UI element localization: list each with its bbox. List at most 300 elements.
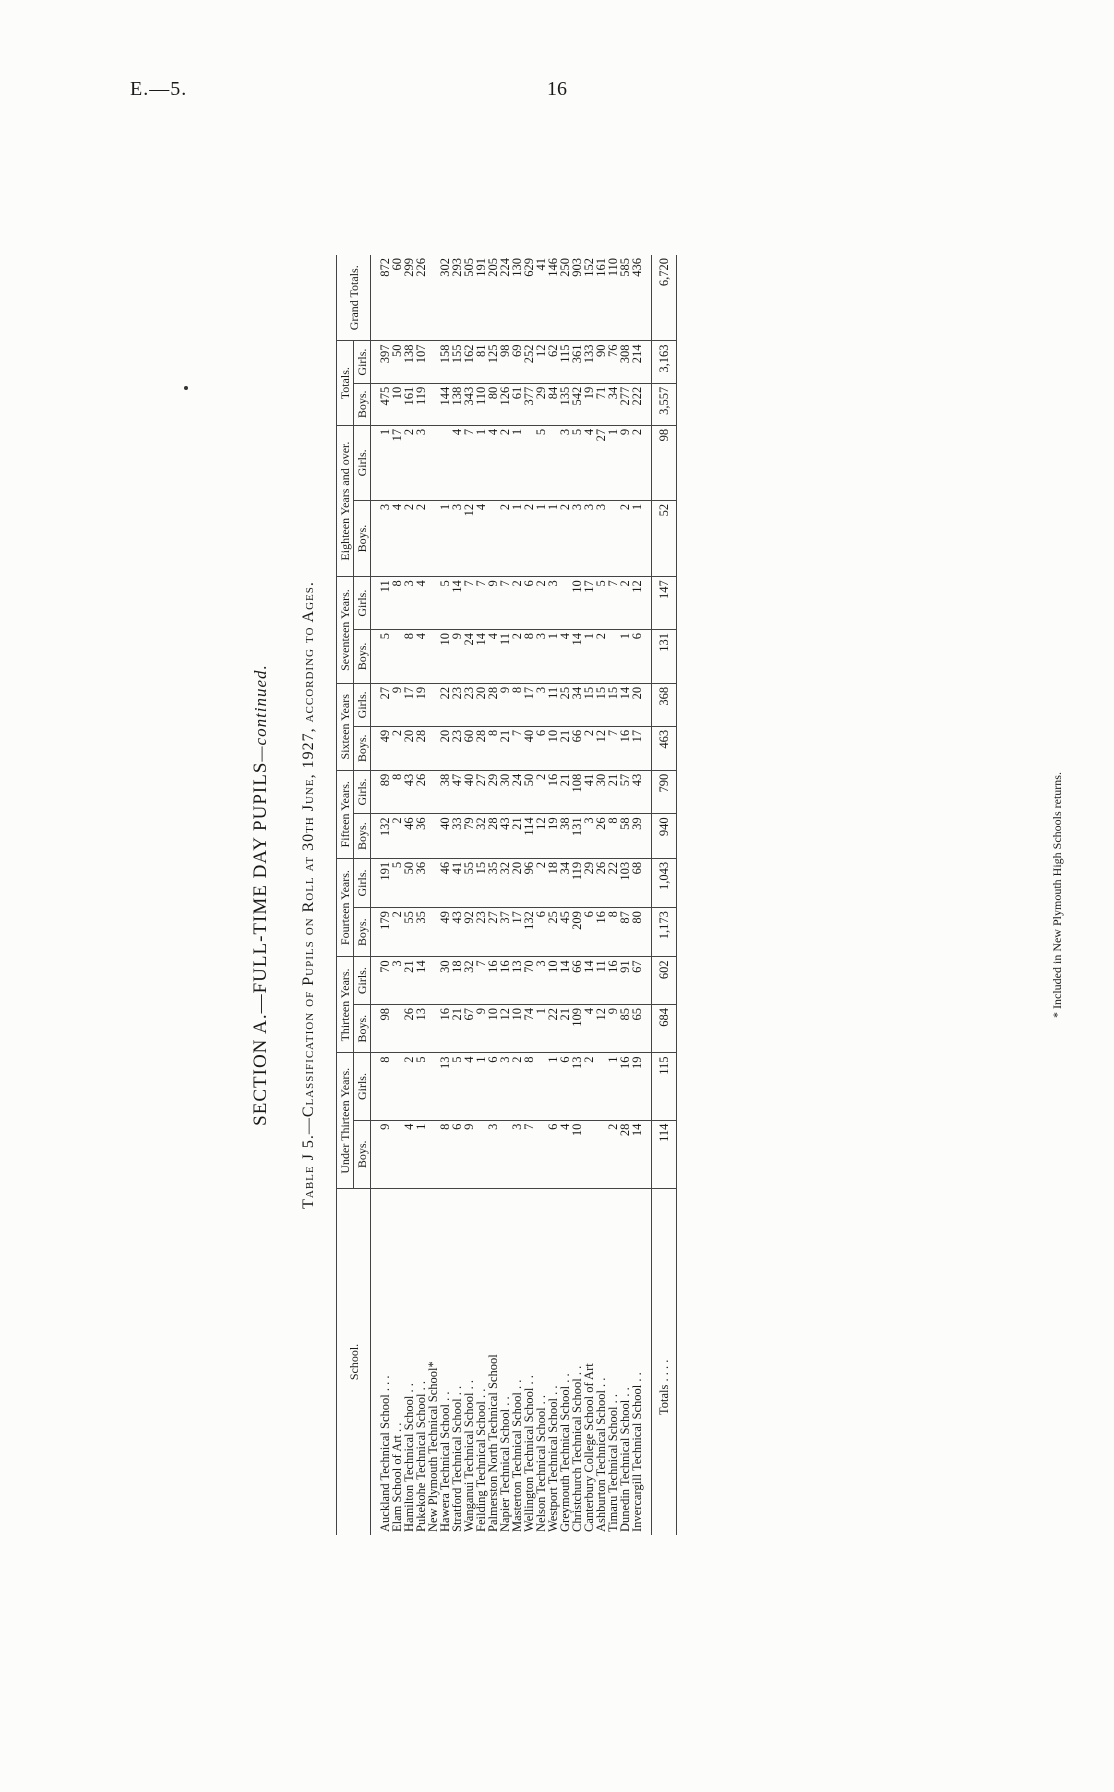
table-cell: 67 bbox=[463, 1004, 475, 1053]
table-row bbox=[499, 255, 511, 1535]
table-cell: 69 bbox=[511, 341, 523, 383]
table-cell: 16 bbox=[607, 957, 619, 1005]
table-cell: 21 bbox=[511, 814, 523, 858]
school-name: Masterton Technical School . . bbox=[510, 1379, 524, 1532]
school-name: Stratford Technical School . . bbox=[450, 1385, 464, 1532]
table-cell: 34 bbox=[607, 383, 619, 425]
grand-totals-header: Grand Totals. bbox=[337, 255, 371, 341]
table-cell: 126 bbox=[499, 383, 511, 425]
table-cell: 9 bbox=[607, 1004, 619, 1053]
table-cell: 3 bbox=[371, 500, 392, 576]
table-cell: 40 bbox=[523, 726, 535, 770]
page-number: 16 bbox=[547, 78, 567, 100]
table-row bbox=[559, 255, 571, 1535]
table-cell: 43 bbox=[403, 770, 415, 814]
school-name: Palmerston North Technical School bbox=[486, 1354, 500, 1532]
girls-header: Girls. bbox=[354, 341, 371, 383]
table-cell: 8 bbox=[523, 1053, 535, 1120]
table-cell: 14 bbox=[475, 630, 487, 684]
table-cell: 3 bbox=[595, 500, 607, 576]
table-cell: 107 bbox=[415, 341, 427, 383]
table-cell: 131 bbox=[571, 814, 583, 858]
table-cell: 4 bbox=[487, 630, 499, 684]
table-cell: 3 bbox=[535, 683, 547, 726]
table-cell: 7 bbox=[511, 726, 523, 770]
boys-header: Boys. bbox=[354, 908, 371, 957]
table-cell: 1 bbox=[547, 500, 559, 576]
table-cell: 3 bbox=[547, 577, 559, 630]
table-cell: 4 bbox=[559, 630, 571, 684]
table-cell: 4 bbox=[583, 425, 595, 500]
table-cell: 4 bbox=[583, 1004, 595, 1053]
table-cell: 19 bbox=[547, 814, 559, 858]
table-cell: 4 bbox=[463, 1053, 475, 1120]
table-cell: 4 bbox=[415, 630, 427, 684]
table-cell: 20 bbox=[475, 683, 487, 726]
table-cell: 85 bbox=[619, 1004, 631, 1053]
table-cell: 16 bbox=[547, 770, 559, 814]
table-cell: 5 bbox=[371, 630, 392, 684]
table-cell: 2 bbox=[607, 1120, 619, 1188]
table-cell: 505 bbox=[463, 255, 475, 341]
table-cell: 132 bbox=[523, 908, 535, 957]
age-classification-table bbox=[336, 255, 677, 1535]
total-cell: 115 bbox=[652, 1053, 677, 1120]
table-cell: 22 bbox=[547, 1004, 559, 1053]
table-cell: 4 bbox=[451, 425, 463, 500]
table-cell: 191 bbox=[475, 255, 487, 341]
table-row bbox=[427, 255, 439, 1535]
table-cell: 1 bbox=[415, 1120, 427, 1188]
table-cell: 6 bbox=[535, 908, 547, 957]
school-name: Pukekohe Technical School . . bbox=[414, 1381, 428, 1532]
table-cell: 35 bbox=[415, 908, 427, 957]
table-cell: 3 bbox=[571, 500, 583, 576]
table-cell: 15 bbox=[595, 683, 607, 726]
table-row bbox=[371, 255, 392, 1535]
table-cell: 162 bbox=[463, 341, 475, 383]
table-cell: 89 bbox=[371, 770, 392, 814]
table-cell: 9 bbox=[475, 1004, 487, 1053]
school-name: Auckland Technical School . . . bbox=[378, 1375, 392, 1532]
table-cell: 9 bbox=[371, 1120, 392, 1188]
table-cell: 8 bbox=[607, 908, 619, 957]
table-cell: 26 bbox=[403, 1004, 415, 1053]
table-cell: 27 bbox=[595, 425, 607, 500]
table-row bbox=[535, 255, 547, 1535]
table-cell: 2 bbox=[583, 726, 595, 770]
girls-header: Girls. bbox=[354, 577, 371, 630]
table-cell: 16 bbox=[439, 1004, 451, 1053]
table-cell: 9 bbox=[619, 425, 631, 500]
table-cell: 26 bbox=[415, 770, 427, 814]
table-cell: 1 bbox=[511, 425, 523, 500]
table-cell: 138 bbox=[403, 341, 415, 383]
table-cell bbox=[391, 1120, 403, 1188]
table-cell: 19 bbox=[415, 683, 427, 726]
table-cell: 6 bbox=[451, 1120, 463, 1188]
table-cell: 16 bbox=[595, 908, 607, 957]
table-cell: 6 bbox=[535, 726, 547, 770]
table-cell: 49 bbox=[371, 726, 392, 770]
table-cell: 7 bbox=[607, 577, 619, 630]
table-cell: 39 bbox=[631, 814, 652, 858]
table-cell bbox=[499, 1120, 511, 1188]
table-cell: 30 bbox=[439, 957, 451, 1005]
group-header: Sixteen Years bbox=[337, 683, 354, 770]
table-cell: 70 bbox=[523, 957, 535, 1005]
table-cell: 41 bbox=[535, 255, 547, 341]
table-cell: 5 bbox=[595, 577, 607, 630]
total-cell: 368 bbox=[652, 683, 677, 726]
group-header: Totals. bbox=[337, 341, 354, 425]
table-cell bbox=[487, 500, 499, 576]
table-cell: 12 bbox=[595, 726, 607, 770]
stray-mark bbox=[184, 386, 188, 390]
table-cell: 23 bbox=[451, 726, 463, 770]
table-cell: 38 bbox=[559, 814, 571, 858]
table-cell: 40 bbox=[439, 814, 451, 858]
table-cell: 397 bbox=[371, 341, 392, 383]
table-cell: 103 bbox=[619, 858, 631, 907]
table-cell: 41 bbox=[583, 770, 595, 814]
table-cell: 12 bbox=[535, 814, 547, 858]
table-cell: 21 bbox=[499, 726, 511, 770]
table-cell bbox=[427, 500, 439, 576]
table-cell: 79 bbox=[463, 814, 475, 858]
table-cell: 12 bbox=[631, 577, 652, 630]
table-cell: 10 bbox=[391, 383, 403, 425]
table-cell: 4 bbox=[415, 577, 427, 630]
boys-header: Boys. bbox=[354, 630, 371, 684]
table-cell: 8 bbox=[523, 630, 535, 684]
group-header: Eighteen Years and over. bbox=[337, 425, 354, 576]
table-cell: 14 bbox=[571, 630, 583, 684]
table-cell: 13 bbox=[415, 1004, 427, 1053]
boys-header: Boys. bbox=[354, 726, 371, 770]
boys-header: Boys. bbox=[354, 1120, 371, 1188]
group-header: Fifteen Years. bbox=[337, 770, 354, 858]
table-cell: 25 bbox=[559, 683, 571, 726]
table-cell: 161 bbox=[595, 255, 607, 341]
table-cell: 50 bbox=[403, 858, 415, 907]
table-cell bbox=[547, 425, 559, 500]
table-cell: 17 bbox=[583, 577, 595, 630]
total-cell: 3,557 bbox=[652, 383, 677, 425]
table-cell: 343 bbox=[463, 383, 475, 425]
table-cell: 130 bbox=[511, 255, 523, 341]
table-cell: 6 bbox=[487, 1053, 499, 1120]
table-cell: 57 bbox=[619, 770, 631, 814]
table-cell: 2 bbox=[631, 425, 652, 500]
school-name: Napier Technical School . . bbox=[498, 1396, 512, 1532]
table-cell: 109 bbox=[571, 1004, 583, 1053]
table-cell: 8 bbox=[371, 1053, 392, 1120]
total-cell: 3,163 bbox=[652, 341, 677, 383]
table-cell: 18 bbox=[451, 957, 463, 1005]
table-cell: 17 bbox=[391, 425, 403, 500]
table-cell: 36 bbox=[415, 858, 427, 907]
table-row bbox=[451, 255, 463, 1535]
table-cell: 10 bbox=[571, 1120, 583, 1188]
table-cell: 4 bbox=[475, 500, 487, 576]
table-cell: 1 bbox=[607, 1053, 619, 1120]
table-cell: 2 bbox=[535, 858, 547, 907]
table-cell: 11 bbox=[595, 957, 607, 1005]
table-cell: 2 bbox=[391, 908, 403, 957]
table-row bbox=[391, 255, 403, 1535]
table-cell: 19 bbox=[583, 383, 595, 425]
table-cell: 224 bbox=[499, 255, 511, 341]
table-cell: 903 bbox=[571, 255, 583, 341]
table-cell: 37 bbox=[499, 908, 511, 957]
boys-header: Boys. bbox=[354, 383, 371, 425]
school-name: Wanganui Technical School . . bbox=[462, 1379, 476, 1532]
table-cell: 16 bbox=[487, 957, 499, 1005]
table-cell bbox=[535, 1053, 547, 1120]
table-cell: 7 bbox=[607, 726, 619, 770]
table-cell: 2 bbox=[583, 1053, 595, 1120]
total-cell: 940 bbox=[652, 814, 677, 858]
school-name: Canterbury College School of Art bbox=[582, 1363, 596, 1532]
table-cell: 4 bbox=[487, 425, 499, 500]
school-name: Invercargill Technical School . . bbox=[631, 1189, 652, 1536]
table-row bbox=[607, 255, 619, 1535]
total-cell: 6,720 bbox=[652, 255, 677, 341]
table-cell: 3 bbox=[535, 957, 547, 1005]
table-cell: 32 bbox=[475, 814, 487, 858]
table-cell: 92 bbox=[463, 908, 475, 957]
total-cell: 602 bbox=[652, 957, 677, 1005]
school-name: Christchurch Technical School . . bbox=[570, 1365, 584, 1532]
table-cell: 14 bbox=[631, 1120, 652, 1188]
table-cell: 5 bbox=[439, 577, 451, 630]
total-cell: 684 bbox=[652, 1004, 677, 1053]
table-cell: 22 bbox=[607, 858, 619, 907]
table-cell bbox=[475, 1120, 487, 1188]
school-name: Hawera Technical School . . bbox=[438, 1391, 452, 1532]
table-cell bbox=[535, 1120, 547, 1188]
table-cell: 222 bbox=[631, 383, 652, 425]
table-cell: 5 bbox=[391, 858, 403, 907]
table-cell: 23 bbox=[451, 683, 463, 726]
table-cell: 155 bbox=[451, 341, 463, 383]
table-cell: 26 bbox=[595, 858, 607, 907]
table-cell: 24 bbox=[463, 630, 475, 684]
table-cell: 4 bbox=[391, 500, 403, 576]
table-cell: 38 bbox=[439, 770, 451, 814]
table-cell: 22 bbox=[439, 683, 451, 726]
table-cell: 2 bbox=[619, 577, 631, 630]
table-cell: 205 bbox=[487, 255, 499, 341]
table-cell bbox=[391, 1053, 403, 1120]
table-cell: 13 bbox=[511, 957, 523, 1005]
table-cell: 91 bbox=[619, 957, 631, 1005]
table-cell: 2 bbox=[403, 425, 415, 500]
table-cell: 8 bbox=[391, 577, 403, 630]
table-row bbox=[631, 255, 652, 1535]
school-name: Ashburton Technical School . . bbox=[594, 1377, 608, 1532]
table-cell: 60 bbox=[391, 255, 403, 341]
table-cell: 20 bbox=[511, 858, 523, 907]
table-cell: 3 bbox=[403, 577, 415, 630]
table-cell: 8 bbox=[487, 726, 499, 770]
table-cell: 49 bbox=[439, 908, 451, 957]
table-cell: 81 bbox=[475, 341, 487, 383]
table-cell: 68 bbox=[631, 858, 652, 907]
table-cell: 43 bbox=[631, 770, 652, 814]
table-cell: 98 bbox=[499, 341, 511, 383]
table-row bbox=[523, 255, 535, 1535]
table-cell: 7 bbox=[523, 1120, 535, 1188]
table-cell: 23 bbox=[475, 908, 487, 957]
table-cell: 32 bbox=[463, 957, 475, 1005]
table-cell: 7 bbox=[475, 577, 487, 630]
table-cell: 50 bbox=[523, 770, 535, 814]
table-cell: 34 bbox=[559, 858, 571, 907]
table-cell: 29 bbox=[487, 770, 499, 814]
table-cell: 585 bbox=[619, 255, 631, 341]
table-cell: 3 bbox=[511, 1120, 523, 1188]
table-cell: 1 bbox=[607, 425, 619, 500]
table-cell: 96 bbox=[523, 858, 535, 907]
table-cell: 29 bbox=[535, 383, 547, 425]
table-cell: 2 bbox=[523, 500, 535, 576]
table-cell: 16 bbox=[619, 726, 631, 770]
school-name: Feilding Technical School . . bbox=[474, 1388, 488, 1532]
table-cell: 144 bbox=[439, 383, 451, 425]
table-cell: 18 bbox=[547, 858, 559, 907]
table-cell: 43 bbox=[451, 908, 463, 957]
table-cell: 12 bbox=[463, 500, 475, 576]
table-row bbox=[439, 255, 451, 1535]
table-row bbox=[463, 255, 475, 1535]
table-cell: 6 bbox=[559, 1053, 571, 1120]
table-row bbox=[511, 255, 523, 1535]
table-cell: 475 bbox=[371, 383, 392, 425]
table-cell: 872 bbox=[371, 255, 392, 341]
table-cell: 1 bbox=[511, 500, 523, 576]
table-cell: 2 bbox=[403, 1053, 415, 1120]
table-cell: 50 bbox=[391, 341, 403, 383]
boys-header: Boys. bbox=[354, 1004, 371, 1053]
table-cell: 3 bbox=[391, 957, 403, 1005]
table-cell: 10 bbox=[439, 630, 451, 684]
table-cell: 8 bbox=[607, 814, 619, 858]
table-cell: 152 bbox=[583, 255, 595, 341]
table-cell: 5 bbox=[571, 425, 583, 500]
table-cell: 28 bbox=[415, 726, 427, 770]
table-cell: 84 bbox=[547, 383, 559, 425]
page-reference: E.—5. bbox=[130, 78, 188, 100]
table-cell: 11 bbox=[371, 577, 392, 630]
table-row bbox=[619, 255, 631, 1535]
table-cell: 4 bbox=[559, 1120, 571, 1188]
school-name: Hamilton Technical School . . bbox=[402, 1383, 416, 1532]
table-cell: 2 bbox=[499, 425, 511, 500]
table-cell: 10 bbox=[487, 1004, 499, 1053]
table-cell: 26 bbox=[595, 814, 607, 858]
table-cell: 135 bbox=[559, 383, 571, 425]
school-name: Wellington Technical School . . bbox=[522, 1375, 536, 1532]
table-cell: 40 bbox=[463, 770, 475, 814]
group-header: Seventeen Years. bbox=[337, 577, 354, 684]
table-cell: 46 bbox=[439, 858, 451, 907]
table-cell: 3 bbox=[415, 425, 427, 500]
table-row bbox=[487, 255, 499, 1535]
school-name: Nelson Technical School . . bbox=[534, 1394, 548, 1532]
table-cell: 12 bbox=[595, 1004, 607, 1053]
table-cell: 47 bbox=[451, 770, 463, 814]
table-cell: 3 bbox=[499, 1053, 511, 1120]
table-cell: 98 bbox=[371, 1004, 392, 1053]
table-row bbox=[595, 255, 607, 1535]
table-cell bbox=[523, 425, 535, 500]
table-cell: 28 bbox=[619, 1120, 631, 1188]
school-name: Dunedin Technical School . . bbox=[618, 1387, 632, 1532]
table-cell: 299 bbox=[403, 255, 415, 341]
table-cell: 45 bbox=[559, 908, 571, 957]
footnote: * Included in New Plymouth High Schools returns. bbox=[1050, 772, 1064, 1018]
table-cell: 46 bbox=[403, 814, 415, 858]
table-cell: 32 bbox=[499, 858, 511, 907]
table-cell: 9 bbox=[487, 577, 499, 630]
section-title-suffix: —continued. bbox=[251, 664, 270, 762]
table-row bbox=[475, 255, 487, 1535]
table-cell: 43 bbox=[499, 814, 511, 858]
section-title-text: SECTION A.—FULL-TIME DAY PUPILS bbox=[250, 761, 271, 1126]
table-cell: 125 bbox=[487, 341, 499, 383]
table-cell: 80 bbox=[487, 383, 499, 425]
total-cell: 463 bbox=[652, 726, 677, 770]
section-title bbox=[250, 255, 272, 1535]
table-cell: 90 bbox=[595, 341, 607, 383]
table-cell: 17 bbox=[403, 683, 415, 726]
table-cell: 9 bbox=[463, 1120, 475, 1188]
table-cell: 1 bbox=[535, 1004, 547, 1053]
table-cell: 6 bbox=[547, 1120, 559, 1188]
table-row bbox=[403, 255, 415, 1535]
table-row bbox=[415, 255, 427, 1535]
total-cell: 1,173 bbox=[652, 908, 677, 957]
table-cell: 80 bbox=[631, 908, 652, 957]
table-cell bbox=[583, 1120, 595, 1188]
table-cell: 133 bbox=[583, 341, 595, 383]
group-header: Under Thirteen Years. bbox=[337, 1053, 354, 1189]
table-cell: 35 bbox=[487, 858, 499, 907]
table-cell: 5 bbox=[415, 1053, 427, 1120]
table-cell: 1 bbox=[583, 630, 595, 684]
table-cell: 27 bbox=[475, 770, 487, 814]
table-cell: 179 bbox=[371, 908, 392, 957]
table-cell: 302 bbox=[439, 255, 451, 341]
table-cell bbox=[595, 1120, 607, 1188]
table-cell: 5 bbox=[535, 425, 547, 500]
group-header: Thirteen Years. bbox=[337, 957, 354, 1053]
table-cell: 110 bbox=[607, 255, 619, 341]
table-cell: 3 bbox=[487, 1120, 499, 1188]
table-cell: 30 bbox=[499, 770, 511, 814]
girls-header: Girls. bbox=[354, 683, 371, 726]
table-cell: 25 bbox=[547, 908, 559, 957]
table-cell: 21 bbox=[559, 726, 571, 770]
table-cell: 132 bbox=[371, 814, 392, 858]
table-cell: 361 bbox=[571, 341, 583, 383]
table-cell: 70 bbox=[371, 957, 392, 1005]
table-cell: 67 bbox=[631, 957, 652, 1005]
table-cell: 58 bbox=[619, 814, 631, 858]
table-cell: 1 bbox=[547, 630, 559, 684]
